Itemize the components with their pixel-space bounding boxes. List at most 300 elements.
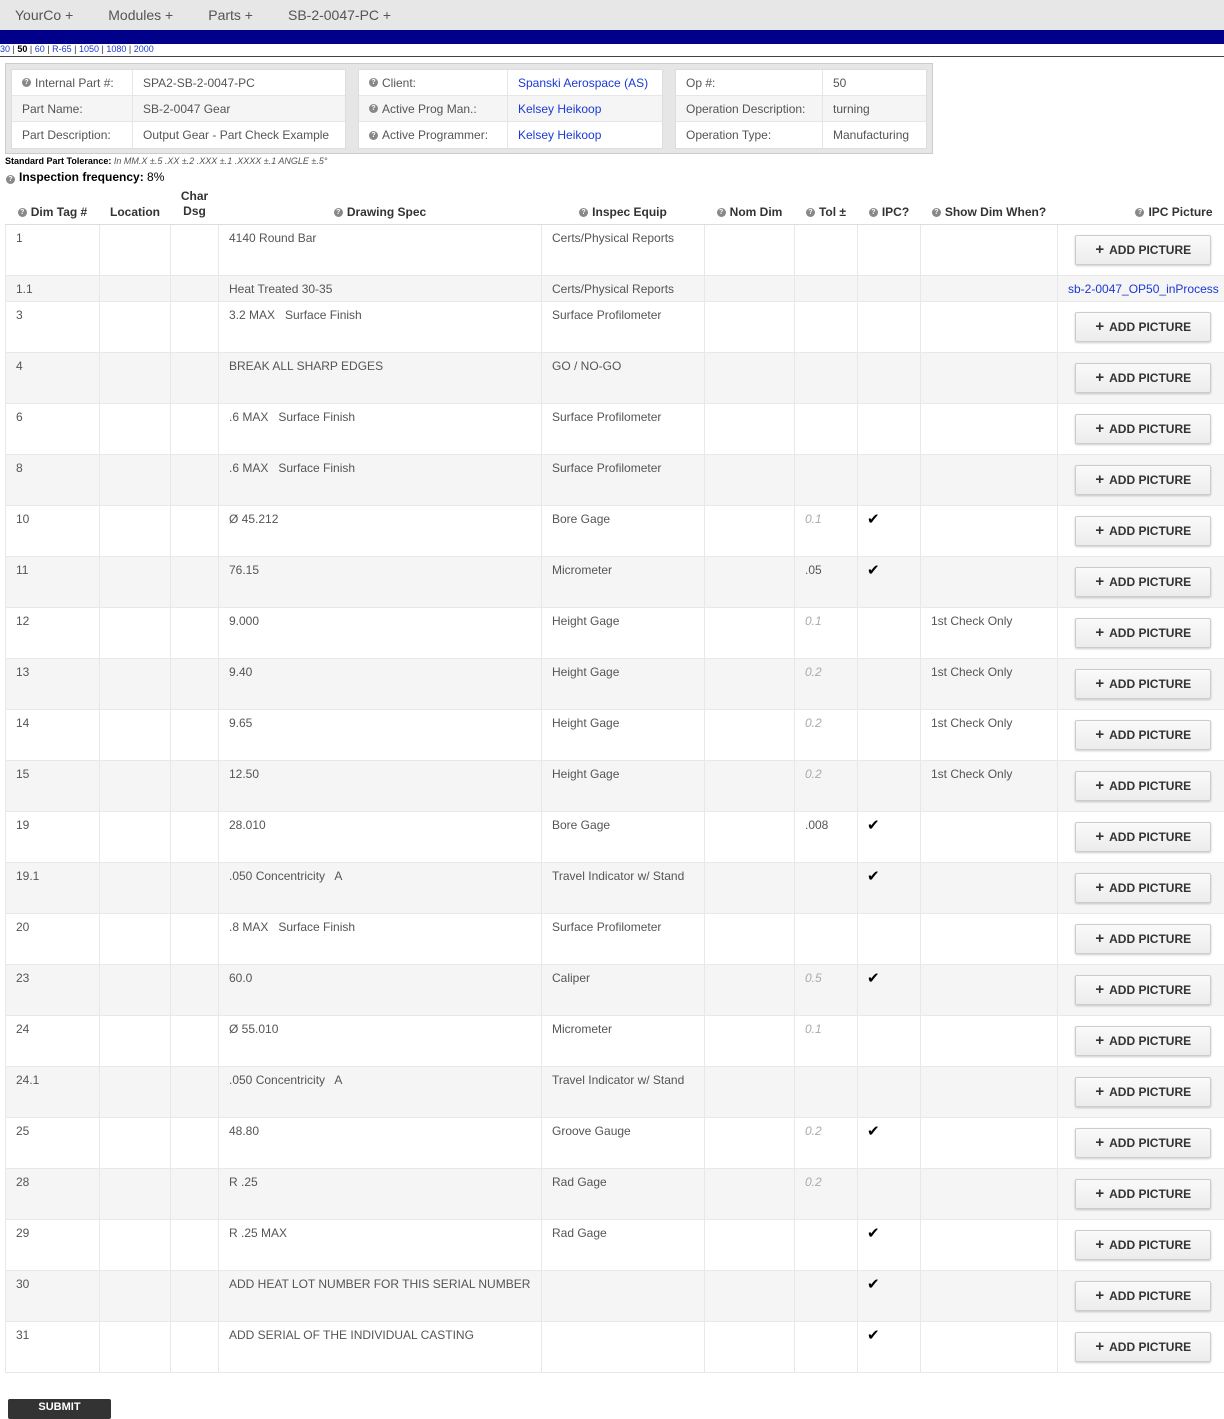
dim-tag-cell: 14 — [6, 709, 100, 760]
add-picture-button[interactable] — [1075, 363, 1211, 393]
table-row — [6, 505, 1224, 556]
tol-cell: 0.2 — [795, 1117, 858, 1168]
help-icon[interactable]: ? — [579, 208, 588, 217]
checkmark-icon: ✔ — [867, 1327, 880, 1344]
add-picture-button[interactable] — [1075, 567, 1211, 597]
tol-cell: 0.2 — [795, 1168, 858, 1219]
dim-tag-cell: 8 — [6, 454, 100, 505]
ipc-cell — [858, 556, 921, 607]
drawing-spec-cell: .6 MAX Surface Finish — [219, 454, 542, 505]
table-row — [6, 1270, 1224, 1321]
drawing-spec-cell: .050 Concentricity A — [219, 1066, 542, 1117]
location-cell — [100, 1015, 171, 1066]
tol-cell — [795, 301, 858, 352]
plus-icon: + — [1095, 1287, 1104, 1304]
tol-cell — [795, 862, 858, 913]
nom-dim-cell — [705, 862, 795, 913]
add-picture-button[interactable] — [1075, 414, 1211, 444]
show-dim-cell — [921, 1015, 1058, 1066]
programmer-link[interactable]: Kelsey Heikoop — [508, 122, 601, 148]
inspection-table — [5, 186, 1224, 1373]
tol-cell — [795, 1219, 858, 1270]
table-row — [6, 913, 1224, 964]
location-cell — [100, 275, 171, 301]
client-link[interactable]: Spanski Aerospace (AS) — [508, 70, 648, 95]
ipc-picture-cell — [1058, 403, 1224, 454]
dim-tag-cell: 4 — [6, 352, 100, 403]
add-picture-button[interactable] — [1075, 1281, 1211, 1311]
drawing-spec-cell: .8 MAX Surface Finish — [219, 913, 542, 964]
table-row — [6, 275, 1224, 301]
link-separator: | — [45, 44, 52, 54]
inspec-equip-cell: Groove Gauge — [542, 1117, 705, 1168]
ipc-cell — [858, 709, 921, 760]
drawing-spec-cell: Ø 45.212 — [219, 505, 542, 556]
checkmark-icon: ✔ — [867, 1225, 880, 1242]
table-row — [6, 1015, 1224, 1066]
op-link-2000[interactable]: 2000 — [134, 44, 154, 54]
ipc-picture-link[interactable]: sb-2-0047_OP50_inProcess — [1058, 276, 1224, 296]
add-picture-button[interactable] — [1075, 975, 1211, 1005]
ipc-picture-cell — [1058, 862, 1224, 913]
tol-cell — [795, 275, 858, 301]
show-dim-cell — [921, 1117, 1058, 1168]
table-row — [6, 224, 1224, 275]
nom-dim-cell — [705, 556, 795, 607]
location-cell — [100, 964, 171, 1015]
add-picture-label: ADD PICTURE — [1109, 473, 1191, 487]
show-dim-cell — [921, 454, 1058, 505]
table-row — [6, 862, 1224, 913]
char-dsg-cell — [171, 1321, 219, 1372]
col-ipc[interactable]: ? IPC? — [858, 186, 921, 224]
help-icon[interactable]: ? — [18, 208, 27, 217]
add-picture-label: ADD PICTURE — [1109, 1136, 1191, 1150]
drawing-spec-cell: 48.80 — [219, 1117, 542, 1168]
table-row — [6, 1168, 1224, 1219]
location-cell — [100, 1321, 171, 1372]
inspec-equip-cell: Surface Profilometer — [542, 301, 705, 352]
char-dsg-cell — [171, 403, 219, 454]
ipc-picture-cell — [1058, 913, 1224, 964]
op-link-50[interactable]: 50 — [17, 44, 27, 54]
inspec-equip-cell — [542, 1321, 705, 1372]
tol-cell — [795, 454, 858, 505]
ipc-picture-cell — [1058, 1117, 1224, 1168]
op-link-30[interactable]: 30 — [0, 44, 10, 54]
standard-tolerance — [5, 156, 327, 166]
add-picture-label: ADD PICTURE — [1109, 371, 1191, 385]
internal-part-value: SPA2-SB-2-0047-PC — [133, 70, 255, 95]
add-picture-label: ADD PICTURE — [1109, 1289, 1191, 1303]
location-cell — [100, 1066, 171, 1117]
show-dim-cell: 1st Check Only — [921, 709, 1058, 760]
help-icon[interactable]: ? — [369, 131, 378, 140]
add-picture-button[interactable] — [1075, 771, 1211, 801]
checkmark-icon: ✔ — [867, 511, 880, 528]
tol-cell: .05 — [795, 556, 858, 607]
op-desc-value: turning — [823, 96, 870, 121]
col-drawing-spec[interactable]: ? Drawing Spec — [219, 186, 542, 224]
col-char-dsg[interactable]: Char Dsg — [171, 186, 219, 224]
dim-tag-cell: 31 — [6, 1321, 100, 1372]
drawing-spec-cell: R .25 — [219, 1168, 542, 1219]
ipc-picture-cell — [1058, 352, 1224, 403]
drawing-spec-cell: 28.010 — [219, 811, 542, 862]
add-picture-label: ADD PICTURE — [1109, 243, 1191, 257]
inspec-equip-cell: GO / NO-GO — [542, 352, 705, 403]
add-picture-button[interactable] — [1075, 1230, 1211, 1260]
add-picture-button[interactable] — [1075, 924, 1211, 954]
client-info-box — [358, 69, 663, 149]
tol-cell — [795, 403, 858, 454]
ipc-cell — [858, 964, 921, 1015]
link-separator: | — [72, 44, 79, 54]
location-cell — [100, 811, 171, 862]
part-name-label: Part Name: — [12, 96, 133, 121]
tol-cell: 0.2 — [795, 709, 858, 760]
submit-button[interactable]: SUBMIT — [8, 1399, 111, 1419]
help-icon[interactable]: ? — [806, 208, 815, 217]
show-dim-cell: 1st Check Only — [921, 607, 1058, 658]
prog-man-link[interactable]: Kelsey Heikoop — [508, 96, 601, 121]
nom-dim-cell — [705, 1219, 795, 1270]
ipc-picture-cell — [1058, 1321, 1224, 1372]
part-info-box — [11, 69, 346, 149]
nom-dim-cell — [705, 1015, 795, 1066]
op-value: 50 — [823, 70, 846, 95]
operation-info-box — [675, 69, 927, 149]
ipc-picture-cell — [1058, 1015, 1224, 1066]
dim-tag-cell: 19 — [6, 811, 100, 862]
dim-tag-cell: 13 — [6, 658, 100, 709]
show-dim-cell — [921, 1321, 1058, 1372]
dim-tag-cell: 28 — [6, 1168, 100, 1219]
drawing-spec-cell: 9.65 — [219, 709, 542, 760]
tol-cell — [795, 1066, 858, 1117]
char-dsg-cell — [171, 224, 219, 275]
ipc-cell — [858, 658, 921, 709]
ipc-picture-cell — [1058, 658, 1224, 709]
inspec-equip-cell: Micrometer — [542, 556, 705, 607]
location-cell — [100, 556, 171, 607]
char-dsg-cell — [171, 505, 219, 556]
op-link-r-65[interactable]: R-65 — [52, 44, 72, 54]
dim-tag-cell: 24.1 — [6, 1066, 100, 1117]
ipc-picture-cell — [1058, 1168, 1224, 1219]
op-type-value: Manufacturing — [823, 122, 909, 148]
help-icon[interactable]: ? — [22, 78, 31, 87]
nav-yourco[interactable]: YourCo + — [0, 7, 73, 23]
add-picture-button[interactable] — [1075, 873, 1211, 903]
add-picture-button[interactable] — [1075, 1026, 1211, 1056]
add-picture-button[interactable] — [1075, 465, 1211, 495]
dim-tag-cell: 15 — [6, 760, 100, 811]
add-picture-label: ADD PICTURE — [1109, 1034, 1191, 1048]
add-picture-button[interactable] — [1075, 669, 1211, 699]
inspec-equip-cell: Surface Profilometer — [542, 454, 705, 505]
ipc-cell — [858, 1270, 921, 1321]
add-picture-label: ADD PICTURE — [1109, 881, 1191, 895]
add-picture-label: ADD PICTURE — [1109, 422, 1191, 436]
nom-dim-cell — [705, 1168, 795, 1219]
part-info-panel — [5, 63, 933, 154]
help-icon[interactable]: ? — [334, 208, 343, 217]
checkmark-icon: ✔ — [867, 817, 880, 834]
col-location[interactable]: Location — [100, 186, 171, 224]
drawing-spec-cell: 60.0 — [219, 964, 542, 1015]
nav-modules[interactable]: Modules + — [93, 7, 173, 23]
tol-cell — [795, 913, 858, 964]
show-dim-cell — [921, 811, 1058, 862]
inspec-equip-cell: Travel Indicator w/ Stand — [542, 862, 705, 913]
nom-dim-cell — [705, 913, 795, 964]
help-icon[interactable]: ? — [869, 208, 878, 217]
add-picture-label: ADD PICTURE — [1109, 779, 1191, 793]
add-picture-button[interactable] — [1075, 1179, 1211, 1209]
plus-icon: + — [1095, 522, 1104, 539]
location-cell — [100, 607, 171, 658]
add-picture-label: ADD PICTURE — [1109, 1238, 1191, 1252]
ipc-picture-cell — [1058, 1270, 1224, 1321]
add-picture-button[interactable] — [1075, 235, 1211, 265]
ipc-picture-cell — [1058, 224, 1224, 275]
ipc-picture-cell — [1058, 1066, 1224, 1117]
plus-icon: + — [1095, 777, 1104, 794]
plus-icon: + — [1095, 1083, 1104, 1100]
add-picture-label: ADD PICTURE — [1109, 830, 1191, 844]
char-dsg-cell — [171, 811, 219, 862]
help-icon[interactable]: ? — [369, 78, 378, 87]
add-picture-label: ADD PICTURE — [1109, 1340, 1191, 1354]
col-dim-tag[interactable]: ? Dim Tag # — [6, 186, 100, 224]
checkmark-icon: ✔ — [867, 970, 880, 987]
tolerance-text: In MM.X ±.5 .XX ±.2 .XXX ±.1 .XXXX ±.1 ANGLE ±.5° — [114, 156, 328, 166]
char-dsg-cell — [171, 658, 219, 709]
checkmark-icon: ✔ — [867, 1123, 880, 1140]
inspec-equip-cell: Caliper — [542, 964, 705, 1015]
plus-icon: + — [1095, 981, 1104, 998]
char-dsg-cell — [171, 454, 219, 505]
help-icon[interactable]: ? — [369, 104, 378, 113]
show-dim-cell — [921, 913, 1058, 964]
help-icon[interactable]: ? — [932, 208, 941, 217]
nom-dim-cell — [705, 352, 795, 403]
operation-links — [0, 44, 1224, 57]
tol-cell: 0.5 — [795, 964, 858, 1015]
inspec-equip-cell: Height Gage — [542, 709, 705, 760]
internal-part-label: ? Internal Part #: — [12, 70, 133, 95]
dim-tag-cell: 25 — [6, 1117, 100, 1168]
location-cell — [100, 862, 171, 913]
ipc-cell — [858, 454, 921, 505]
ipc-cell — [858, 1321, 921, 1372]
nom-dim-cell — [705, 1117, 795, 1168]
help-icon[interactable]: ? — [6, 175, 15, 184]
op-link-1050[interactable]: 1050 — [79, 44, 99, 54]
add-picture-button[interactable] — [1075, 618, 1211, 648]
client-label: ? Client: — [359, 70, 508, 95]
link-separator: | — [99, 44, 106, 54]
char-dsg-cell — [171, 1168, 219, 1219]
ipc-cell — [858, 1117, 921, 1168]
inspec-equip-cell: Height Gage — [542, 658, 705, 709]
add-picture-label: ADD PICTURE — [1109, 1085, 1191, 1099]
tol-cell — [795, 352, 858, 403]
ipc-picture-cell — [1058, 964, 1224, 1015]
ipc-cell — [858, 352, 921, 403]
add-picture-button[interactable] — [1075, 720, 1211, 750]
dim-tag-cell: 1 — [6, 224, 100, 275]
plus-icon: + — [1095, 420, 1104, 437]
plus-icon: + — [1095, 471, 1104, 488]
location-cell — [100, 352, 171, 403]
plus-icon: + — [1095, 1338, 1104, 1355]
location-cell — [100, 913, 171, 964]
ipc-cell — [858, 301, 921, 352]
table-row — [6, 607, 1224, 658]
programmer-label: ? Active Programmer: — [359, 122, 508, 148]
location-cell — [100, 760, 171, 811]
dim-tag-cell: 24 — [6, 1015, 100, 1066]
checkmark-icon: ✔ — [867, 1276, 880, 1293]
plus-icon: + — [1095, 369, 1104, 386]
ipc-cell — [858, 1168, 921, 1219]
add-picture-button[interactable] — [1075, 822, 1211, 852]
show-dim-cell — [921, 224, 1058, 275]
ipc-cell — [858, 505, 921, 556]
ipc-picture-cell — [1058, 275, 1224, 301]
location-cell — [100, 1270, 171, 1321]
checkmark-icon: ✔ — [867, 868, 880, 885]
nom-dim-cell — [705, 403, 795, 454]
ipc-picture-cell — [1058, 811, 1224, 862]
show-dim-cell — [921, 964, 1058, 1015]
char-dsg-cell — [171, 709, 219, 760]
table-row — [6, 403, 1224, 454]
table-row — [6, 1117, 1224, 1168]
char-dsg-cell — [171, 964, 219, 1015]
char-dsg-cell — [171, 275, 219, 301]
plus-icon: + — [1095, 318, 1104, 335]
drawing-spec-cell: BREAK ALL SHARP EDGES — [219, 352, 542, 403]
nom-dim-cell — [705, 454, 795, 505]
plus-icon: + — [1095, 573, 1104, 590]
add-picture-button[interactable] — [1075, 1128, 1211, 1158]
char-dsg-cell — [171, 760, 219, 811]
inspec-equip-cell: Bore Gage — [542, 505, 705, 556]
add-picture-button[interactable] — [1075, 1332, 1211, 1362]
op-link-60[interactable]: 60 — [35, 44, 45, 54]
nom-dim-cell — [705, 1321, 795, 1372]
show-dim-cell — [921, 1219, 1058, 1270]
add-picture-button[interactable] — [1075, 1077, 1211, 1107]
col-tol[interactable]: ? Tol ± — [795, 186, 858, 224]
table-row — [6, 658, 1224, 709]
add-picture-label: ADD PICTURE — [1109, 626, 1191, 640]
location-cell — [100, 658, 171, 709]
show-dim-cell — [921, 275, 1058, 301]
ipc-cell — [858, 224, 921, 275]
char-dsg-cell — [171, 1270, 219, 1321]
drawing-spec-cell: 4140 Round Bar — [219, 224, 542, 275]
inspec-equip-cell: Certs/Physical Reports — [542, 224, 705, 275]
dim-tag-cell: 23 — [6, 964, 100, 1015]
part-desc-label: Part Description: — [12, 122, 133, 148]
table-row — [6, 760, 1224, 811]
col-show-dim[interactable]: ? Show Dim When? — [921, 186, 1058, 224]
show-dim-cell — [921, 556, 1058, 607]
table-row — [6, 1321, 1224, 1372]
drawing-spec-cell: 76.15 — [219, 556, 542, 607]
char-dsg-cell — [171, 556, 219, 607]
nav-parts[interactable]: Parts + — [193, 7, 253, 23]
show-dim-cell — [921, 505, 1058, 556]
table-row — [6, 964, 1224, 1015]
show-dim-cell — [921, 352, 1058, 403]
col-ipc-picture[interactable]: ? IPC Picture — [1058, 186, 1224, 224]
plus-icon: + — [1095, 879, 1104, 896]
char-dsg-cell — [171, 352, 219, 403]
dim-tag-cell: 11 — [6, 556, 100, 607]
nom-dim-cell — [705, 760, 795, 811]
add-picture-button[interactable] — [1075, 312, 1211, 342]
help-icon[interactable]: ? — [717, 208, 726, 217]
ipc-cell — [858, 275, 921, 301]
nom-dim-cell — [705, 1066, 795, 1117]
add-picture-button[interactable] — [1075, 516, 1211, 546]
tol-cell — [795, 1321, 858, 1372]
col-nom-dim[interactable]: ? Nom Dim — [705, 186, 795, 224]
show-dim-cell — [921, 1270, 1058, 1321]
inspec-equip-cell: Travel Indicator w/ Stand — [542, 1066, 705, 1117]
inspec-equip-cell: Micrometer — [542, 1015, 705, 1066]
plus-icon: + — [1095, 624, 1104, 641]
tol-cell — [795, 1270, 858, 1321]
tol-cell: 0.1 — [795, 505, 858, 556]
table-header-row — [6, 186, 1224, 224]
char-dsg-cell — [171, 862, 219, 913]
link-separator: | — [27, 44, 34, 54]
col-inspec-equip[interactable]: ? Inspec Equip — [542, 186, 705, 224]
ipc-cell — [858, 811, 921, 862]
add-picture-label: ADD PICTURE — [1109, 320, 1191, 334]
plus-icon: + — [1095, 726, 1104, 743]
nom-dim-cell — [705, 224, 795, 275]
ipc-cell — [858, 1219, 921, 1270]
plus-icon: + — [1095, 241, 1104, 258]
top-nav — [0, 0, 1224, 30]
show-dim-cell: 1st Check Only — [921, 760, 1058, 811]
checkmark-icon: ✔ — [867, 562, 880, 579]
nom-dim-cell — [705, 1270, 795, 1321]
inspec-equip-cell: Rad Gage — [542, 1219, 705, 1270]
table-row — [6, 1066, 1224, 1117]
nav-part-number[interactable]: SB-2-0047-PC + — [273, 7, 391, 23]
inspection-frequency — [6, 170, 164, 184]
op-type-label: Operation Type: — [676, 122, 823, 148]
plus-icon: + — [1095, 1032, 1104, 1049]
dim-tag-cell: 29 — [6, 1219, 100, 1270]
dim-tag-cell: 19.1 — [6, 862, 100, 913]
dim-tag-cell: 30 — [6, 1270, 100, 1321]
op-link-1080[interactable]: 1080 — [106, 44, 126, 54]
ipc-picture-cell — [1058, 505, 1224, 556]
add-picture-label: ADD PICTURE — [1109, 524, 1191, 538]
table-row — [6, 811, 1224, 862]
help-icon[interactable]: ? — [1135, 208, 1144, 217]
header-bar — [0, 30, 1224, 44]
